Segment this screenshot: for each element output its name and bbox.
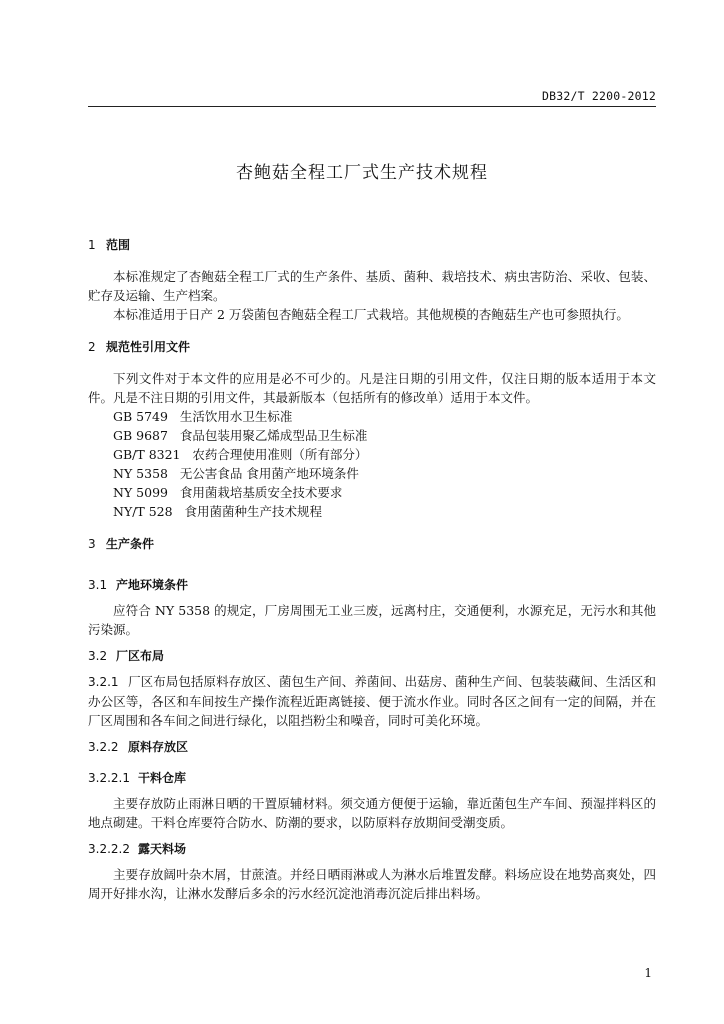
section-title: 原料存放区 (128, 740, 189, 754)
page-number: 1 (644, 966, 652, 980)
section-heading-3-2 (88, 647, 656, 664)
section-number-3-2-1: 3.2.1 (88, 675, 119, 689)
paragraph-scope-2: 本标准适用于日产 2 万袋菌包杏鲍菇全程工厂式栽培。其他规模的杏鲍菇生产也可参照执行。 (113, 307, 629, 322)
section-title: 干料仓库 (138, 771, 187, 785)
section-heading-3-1 (88, 576, 656, 593)
section-number: 1 (88, 238, 96, 252)
reference-item: NY/T 528 食用菌菌种生产技术规程 (113, 504, 322, 519)
section-number: 3.1 (88, 578, 108, 592)
standard-code: DB32/T 2200-2012 (542, 89, 656, 103)
section-title: 范围 (106, 238, 131, 252)
section-heading-3-2-2-1 (88, 769, 656, 786)
document-title: 杏鲍菇全程工厂式生产技术规程 (236, 163, 488, 183)
section-title: 规范性引用文件 (106, 340, 191, 354)
section-number: 2 (88, 340, 96, 354)
section-number: 3.2.2.1 (88, 771, 130, 785)
section-title: 厂区布局 (116, 649, 165, 663)
section-number: 3.2.2 (88, 740, 119, 754)
document-body (88, 236, 656, 903)
paragraph-scope-1: 本标准规定了杏鲍菇全程工厂式的生产条件、基质、菌种、栽培技术、病虫害防治、采收、包装、贮存及运输、生产档案。 (88, 269, 656, 303)
section-number: 3.2.2.2 (88, 842, 130, 856)
reference-item: NY 5099 食用菌栽培基质安全技术要求 (113, 485, 343, 500)
reference-item: NY 5358 无公害食品 食用菌产地环境条件 (113, 466, 359, 481)
paragraph-environment: 应符合 NY 5358 的规定，厂房周围无工业三废，远离村庄，交通便利，水源充足，无污水和其他污染源。 (88, 603, 656, 637)
section-number: 3 (88, 537, 96, 551)
reference-item: GB 9687 食品包装用聚乙烯成型品卫生标准 (113, 428, 368, 443)
paragraph-layout-text: 厂区布局包括原料存放区、菌包生产间、养菌间、出菇房、菌种生产间、包装装藏间、生活区和办公区等，各区和车间按生产操作流程近距离链接、便于流水作业。同时各区之间有一定的间隔，并在厂区周围和各车间之间进行绿化，以阻挡粉尘和噪音，同时可美化环境。 (88, 674, 656, 728)
reference-item: GB 5749 生活饮用水卫生标准 (113, 409, 293, 424)
section-heading-3-2-2-2 (88, 840, 656, 857)
section-heading-3-2-2 (88, 738, 656, 755)
section-title: 产地环境条件 (116, 578, 189, 592)
paragraph-dry-store: 主要存放防止雨淋日晒的干置原辅材料。须交通方便便于运输，靠近菌包生产车间、预湿拌料区的地点砌建。干料仓库要符合防水、防潮的要求，以防原料存放期间受潮变质。 (88, 796, 656, 830)
paragraph-open-yard: 主要存放阔叶杂木屑，甘蔗渣。并经日晒雨淋或人为淋水后堆置发酵。料场应设在地势高爽处，四周开好排水沟，让淋水发酵后多余的污水经沉淀池消毒沉淀后排出料场。 (88, 867, 656, 901)
section-heading-3 (88, 535, 656, 552)
paragraph-refs-intro: 下列文件对于本文件的应用是必不可少的。凡是注日期的引用文件，仅注日期的版本适用于本文件。凡是不注日期的引用文件，其最新版本（包括所有的修改单）适用于本文件。 (88, 371, 656, 405)
paragraph-layout (88, 672, 656, 730)
header-rule (88, 106, 656, 107)
section-heading-1 (88, 236, 656, 253)
section-number: 3.2 (88, 649, 108, 663)
section-title: 生产条件 (106, 537, 155, 551)
section-title: 露天料场 (138, 842, 187, 856)
section-heading-2 (88, 338, 656, 355)
reference-item: GB/T 8321 农药合理使用准则（所有部分） (113, 447, 368, 462)
